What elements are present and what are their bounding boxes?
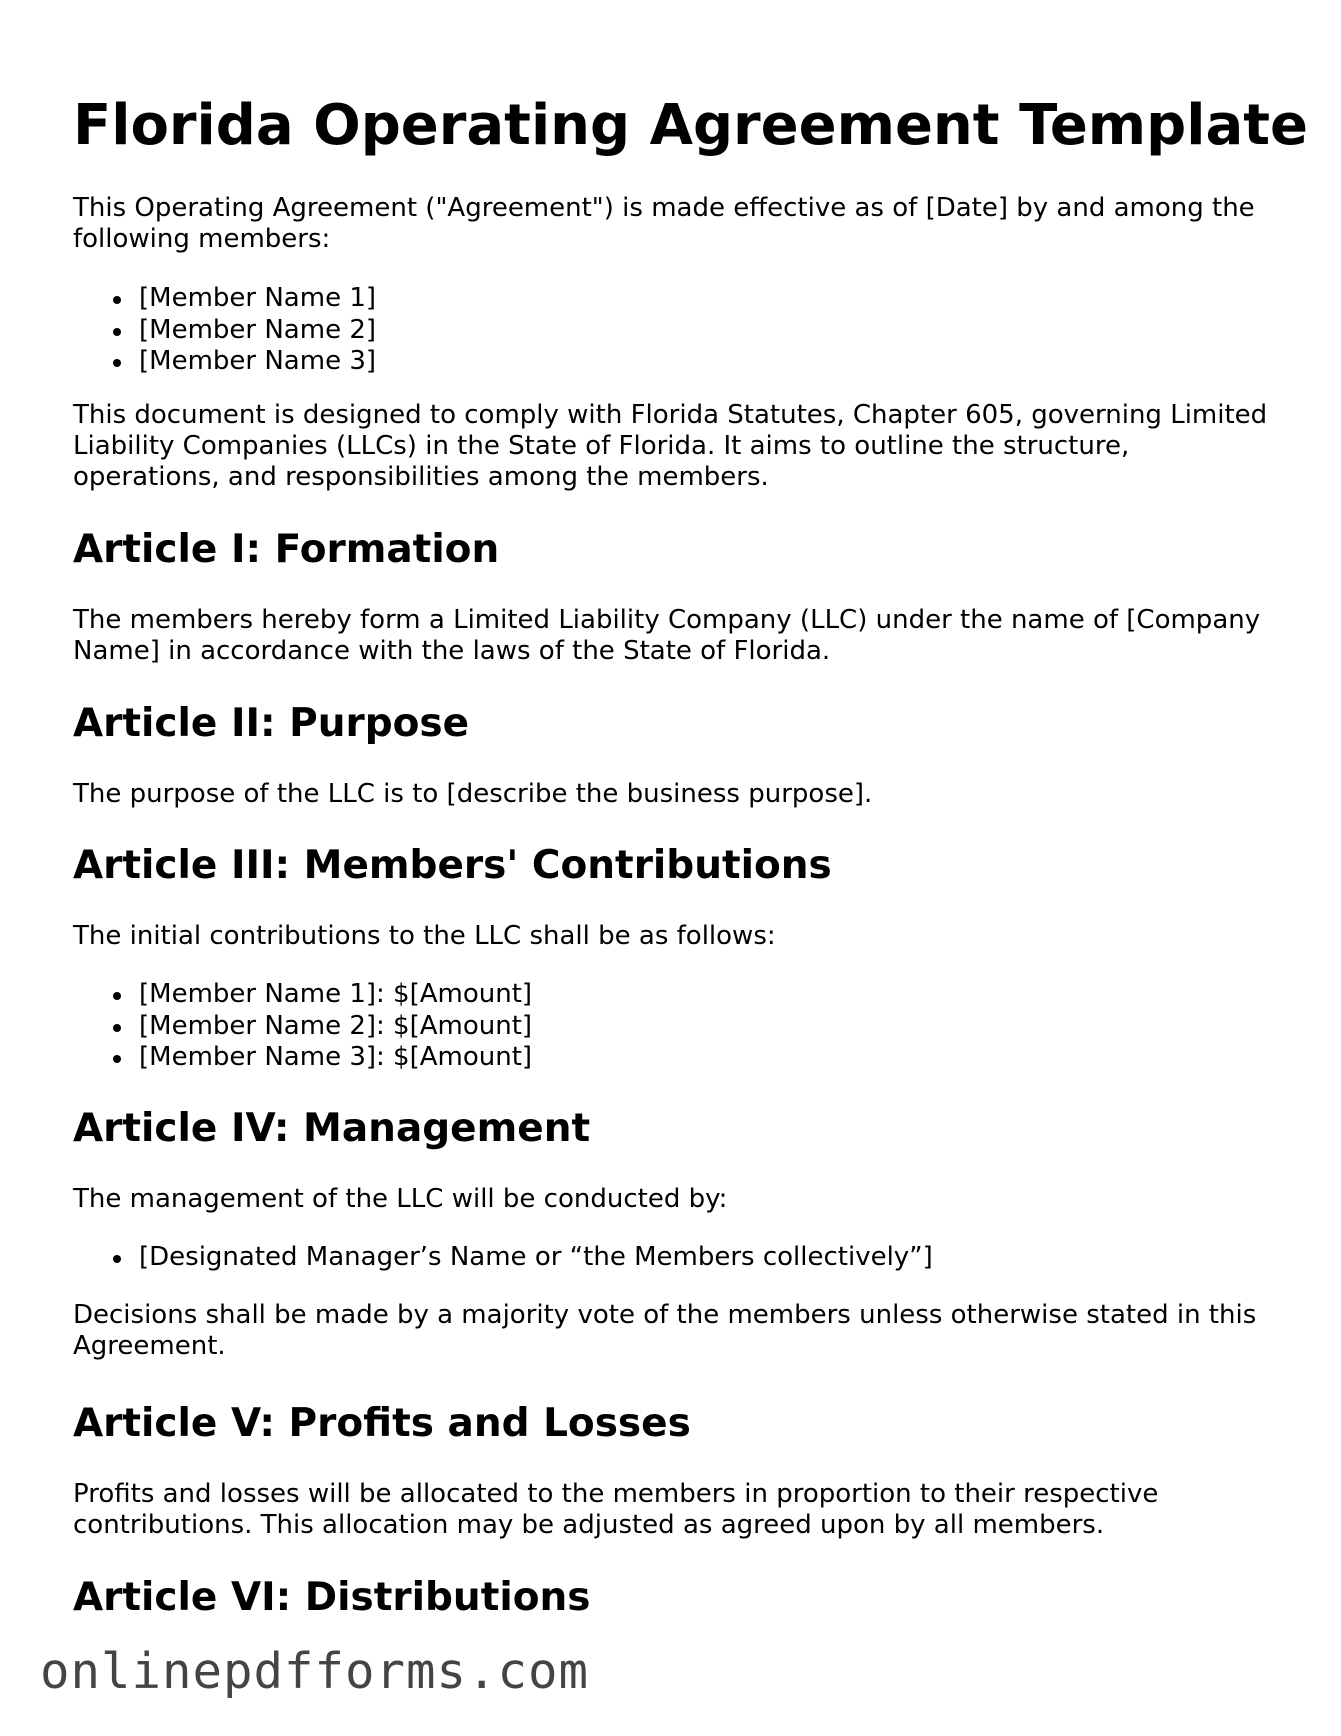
article-1-body: The members hereby form a Limited Liability Company (LLC) under the name of [Company Name] in accordance with the laws of the State of Florida. <box>73 605 1261 666</box>
watermark: onlinepdfforms.com <box>40 1643 590 1700</box>
list-item: [Member Name 1] <box>73 283 1283 315</box>
article-2-heading: Article II: Purpose <box>73 701 470 746</box>
list-item: [Member Name 3] <box>73 346 1283 378</box>
contributions-list <box>73 979 1283 1074</box>
compliance-paragraph: This document is designed to comply with Florida Statutes, Chapter 605, governing Limited Liability Companies (LLCs) in the State of Florida. It aims to outline the structure, operations, and responsibilities among the members. <box>73 400 1268 492</box>
article-4-heading: Article IV: Management <box>73 1106 591 1151</box>
article-5-heading: Article V: Profits and Losses <box>73 1401 691 1446</box>
article-2-body: The purpose of the LLC is to [describe the business purpose]. <box>73 779 873 809</box>
list-item: [Member Name 3]: $[Amount] <box>73 1042 1283 1074</box>
members-list <box>73 283 1283 378</box>
management-list <box>73 1242 1283 1274</box>
article-4-body: The management of the LLC will be conducted by: <box>73 1184 728 1214</box>
list-item: [Member Name 2]: $[Amount] <box>73 1011 1283 1043</box>
article-4-decisions: Decisions shall be made by a majority vote of the members unless otherwise stated in this Agreement. <box>73 1300 1257 1361</box>
list-item: [Member Name 1]: $[Amount] <box>73 979 1283 1011</box>
article-5-body: Profits and losses will be allocated to the members in proportion to their respective contributions. This allocation may be adjusted as agreed upon by all members. <box>73 1479 1159 1540</box>
article-6-heading: Article VI: Distributions <box>73 1575 591 1620</box>
list-item: [Member Name 2] <box>73 315 1283 347</box>
article-3-heading: Article III: Members' Contributions <box>73 843 832 888</box>
intro-paragraph: This Operating Agreement ("Agreement") is made effective as of [Date] by and among the following members: <box>73 193 1255 254</box>
page-title: Florida Operating Agreement Template <box>73 93 1308 158</box>
article-1-heading: Article I: Formation <box>73 527 500 572</box>
list-item: [Designated Manager’s Name or “the Members collectively”] <box>73 1242 1283 1274</box>
article-3-body: The initial contributions to the LLC shall be as follows: <box>73 921 776 951</box>
